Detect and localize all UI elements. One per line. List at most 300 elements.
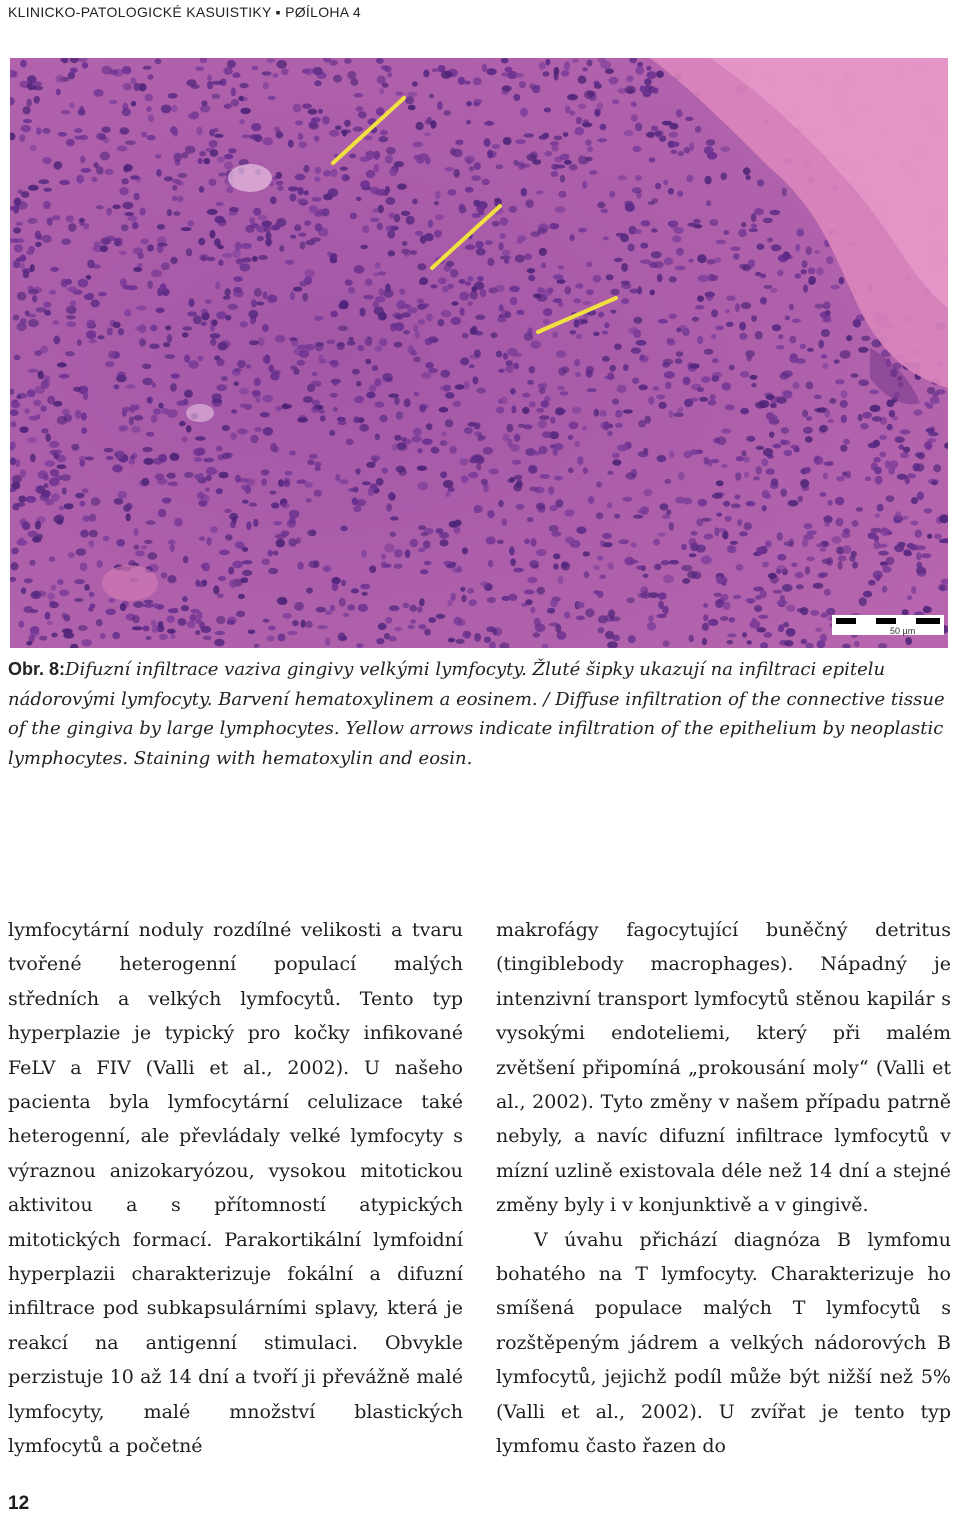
cell-nucleus (191, 609, 200, 614)
cell-nucleus (430, 284, 437, 288)
cell-nucleus (268, 365, 274, 372)
cell-nucleus (79, 106, 85, 114)
cell-nucleus (212, 81, 223, 85)
cell-nucleus (636, 190, 641, 199)
cell-nucleus (42, 128, 50, 134)
cell-nucleus (369, 385, 376, 392)
cell-nucleus (808, 267, 816, 274)
cell-nucleus (528, 275, 535, 281)
cell-nucleus (615, 410, 622, 418)
cell-nucleus (524, 333, 534, 341)
cell-nucleus (496, 351, 502, 358)
cell-nucleus (451, 593, 456, 601)
cell-nucleus (843, 528, 851, 534)
cell-nucleus (313, 560, 320, 568)
stroma-patch (102, 565, 158, 601)
cell-nucleus (246, 364, 251, 368)
cell-nucleus (646, 66, 651, 70)
cell-nucleus (669, 451, 674, 459)
cell-nucleus (601, 209, 609, 214)
cell-nucleus (228, 567, 234, 575)
cell-nucleus (47, 593, 55, 600)
cell-nucleus (451, 301, 458, 305)
cell-nucleus (407, 345, 414, 353)
cell-nucleus (379, 288, 384, 296)
cell-nucleus (500, 217, 508, 226)
cell-nucleus (329, 60, 338, 66)
cell-nucleus (720, 616, 728, 621)
cell-nucleus (65, 351, 75, 356)
cell-nucleus (683, 497, 693, 504)
cell-nucleus (806, 381, 814, 389)
cell-nucleus (440, 471, 447, 478)
cell-nucleus (50, 267, 59, 272)
cell-nucleus (139, 338, 146, 346)
cell-nucleus (40, 405, 46, 411)
cell-nucleus (450, 269, 458, 278)
cell-nucleus (584, 571, 590, 578)
cell-nucleus (356, 197, 362, 201)
cell-nucleus (711, 375, 719, 382)
cell-nucleus (665, 382, 671, 390)
cell-nucleus (676, 248, 684, 256)
cell-nucleus (53, 161, 62, 169)
cell-nucleus (668, 188, 674, 195)
cell-nucleus (725, 516, 732, 522)
cell-nucleus (921, 553, 931, 558)
cell-nucleus (380, 130, 388, 136)
cell-nucleus (519, 81, 526, 88)
cell-nucleus (278, 634, 286, 642)
cell-nucleus (46, 434, 51, 442)
cell-nucleus (559, 391, 568, 395)
cell-nucleus (539, 446, 548, 455)
cell-nucleus (263, 619, 270, 623)
cell-nucleus (802, 260, 808, 268)
cell-nucleus (736, 456, 744, 461)
cell-nucleus (88, 540, 94, 547)
cell-nucleus (326, 340, 335, 345)
cell-nucleus (695, 126, 702, 133)
cell-nucleus (285, 260, 295, 265)
cell-nucleus (473, 102, 480, 106)
cell-nucleus (36, 127, 41, 134)
cell-nucleus (304, 190, 309, 195)
cell-nucleus (638, 451, 649, 457)
cell-nucleus (74, 598, 83, 602)
cell-nucleus (201, 309, 208, 314)
scale-bar-segment (876, 618, 896, 624)
cell-nucleus (183, 556, 189, 563)
cell-nucleus (154, 58, 161, 64)
cell-nucleus (549, 525, 559, 532)
cell-nucleus (484, 138, 491, 147)
cell-nucleus (414, 357, 421, 363)
cell-nucleus (384, 66, 392, 72)
cell-nucleus (262, 71, 272, 75)
cell-nucleus (657, 274, 663, 282)
cell-nucleus (424, 132, 431, 136)
cell-nucleus (510, 444, 520, 452)
cell-nucleus (166, 473, 175, 479)
cell-nucleus (57, 363, 67, 368)
cell-nucleus (91, 497, 101, 506)
cell-nucleus (536, 408, 544, 413)
cell-nucleus (108, 351, 115, 359)
cell-nucleus (167, 629, 176, 634)
cell-nucleus (263, 427, 273, 436)
cell-nucleus (100, 152, 110, 161)
cell-nucleus (731, 247, 741, 251)
cell-nucleus (486, 537, 496, 545)
cell-nucleus (760, 590, 767, 598)
cell-nucleus (182, 436, 188, 442)
cell-nucleus (139, 324, 147, 333)
cell-nucleus (834, 359, 840, 364)
cell-nucleus (492, 221, 500, 227)
cell-nucleus (401, 437, 407, 442)
cell-nucleus (461, 476, 469, 484)
cell-nucleus (68, 72, 75, 79)
cell-nucleus (624, 130, 634, 136)
cell-nucleus (628, 635, 636, 643)
cell-nucleus (573, 298, 581, 303)
cell-nucleus (854, 641, 860, 647)
cell-nucleus (349, 154, 356, 159)
cell-nucleus (512, 460, 522, 465)
cell-nucleus (746, 175, 751, 180)
cell-nucleus (599, 575, 606, 580)
cell-nucleus (356, 643, 364, 648)
cell-nucleus (249, 340, 259, 345)
cell-nucleus (419, 598, 425, 606)
cell-nucleus (661, 560, 670, 565)
cell-nucleus (32, 536, 41, 543)
cell-nucleus (789, 354, 798, 363)
cell-nucleus (315, 223, 323, 231)
cell-nucleus (770, 288, 777, 293)
cell-nucleus (509, 286, 519, 292)
cell-nucleus (565, 286, 572, 295)
cell-nucleus (62, 239, 71, 245)
cell-nucleus (703, 603, 708, 608)
cell-nucleus (879, 452, 886, 458)
cell-nucleus (545, 59, 550, 66)
cell-nucleus (170, 453, 180, 461)
cell-nucleus (282, 403, 289, 409)
cell-nucleus (87, 320, 96, 328)
cell-nucleus (779, 373, 789, 380)
cell-nucleus (828, 500, 833, 506)
cell-nucleus (132, 222, 139, 229)
cell-nucleus (418, 548, 426, 552)
cell-nucleus (529, 401, 536, 407)
cell-nucleus (410, 539, 418, 548)
cell-nucleus (414, 392, 419, 397)
cell-nucleus (626, 597, 635, 603)
cell-nucleus (540, 474, 550, 479)
cell-nucleus (52, 215, 60, 220)
cell-nucleus (258, 255, 268, 260)
cell-nucleus (653, 539, 660, 546)
cell-nucleus (229, 579, 236, 588)
cell-nucleus (387, 72, 392, 77)
cell-nucleus (524, 133, 535, 137)
cell-nucleus (236, 611, 245, 618)
cell-nucleus (414, 155, 421, 160)
cell-nucleus (757, 179, 764, 186)
cell-nucleus (698, 499, 707, 507)
cell-nucleus (520, 108, 528, 117)
cell-nucleus (643, 574, 649, 578)
cell-nucleus (186, 248, 192, 256)
cell-nucleus (924, 441, 933, 449)
cell-nucleus (365, 278, 373, 286)
cell-nucleus (497, 540, 504, 544)
cell-nucleus (697, 336, 703, 344)
cell-nucleus (385, 283, 390, 292)
cell-nucleus (214, 216, 224, 224)
cell-nucleus (210, 230, 216, 239)
cell-nucleus (289, 517, 296, 525)
cell-nucleus (197, 581, 207, 587)
cell-nucleus (296, 537, 301, 544)
cell-nucleus (340, 167, 348, 171)
cell-nucleus (424, 629, 431, 636)
cell-nucleus (324, 567, 329, 571)
cell-nucleus (51, 633, 57, 638)
cell-nucleus (808, 276, 816, 285)
cell-nucleus (691, 531, 698, 536)
cell-nucleus (149, 344, 159, 349)
cell-nucleus (312, 117, 321, 122)
cell-nucleus (282, 598, 287, 605)
cell-nucleus (366, 170, 375, 178)
cell-nucleus (20, 254, 27, 261)
cell-nucleus (337, 417, 346, 422)
cell-nucleus (536, 549, 546, 556)
cell-nucleus (447, 189, 456, 196)
cell-nucleus (102, 239, 110, 245)
cell-nucleus (156, 169, 162, 177)
cell-nucleus (704, 534, 714, 540)
cell-nucleus (315, 467, 321, 471)
cell-nucleus (466, 120, 471, 125)
cell-nucleus (253, 208, 261, 216)
cell-nucleus (678, 472, 684, 480)
cell-nucleus (726, 322, 734, 327)
cell-nucleus (464, 427, 473, 434)
cell-nucleus (740, 371, 749, 378)
cell-nucleus (389, 168, 397, 177)
cell-nucleus (147, 552, 157, 559)
cell-nucleus (103, 536, 110, 541)
cell-nucleus (507, 424, 514, 433)
cell-nucleus (28, 246, 35, 253)
cell-nucleus (289, 337, 297, 341)
cell-nucleus (276, 172, 282, 179)
cell-nucleus (81, 413, 87, 421)
cell-nucleus (451, 317, 462, 325)
cell-nucleus (576, 117, 582, 124)
cell-nucleus (669, 560, 680, 565)
cell-nucleus (403, 603, 410, 609)
cell-nucleus (421, 303, 429, 307)
cell-nucleus (657, 532, 665, 536)
cell-nucleus (760, 297, 767, 305)
cell-nucleus (676, 109, 683, 117)
cell-nucleus (658, 592, 667, 599)
cell-nucleus (597, 102, 603, 111)
cell-nucleus (604, 322, 609, 328)
cell-nucleus (83, 392, 88, 401)
cell-nucleus (239, 388, 249, 395)
cell-nucleus (458, 77, 465, 85)
cell-nucleus (11, 482, 20, 490)
cell-nucleus (829, 398, 836, 404)
cell-nucleus (801, 269, 807, 274)
cell-nucleus (191, 84, 200, 89)
cell-nucleus (868, 532, 878, 539)
cell-nucleus (16, 502, 25, 507)
cell-nucleus (664, 371, 675, 378)
cell-nucleus (637, 286, 642, 294)
cell-nucleus (315, 167, 321, 174)
cell-nucleus (639, 384, 648, 390)
cell-nucleus (464, 81, 471, 85)
cell-nucleus (375, 434, 380, 441)
cell-nucleus (314, 316, 324, 321)
cell-nucleus (814, 395, 822, 400)
cell-nucleus (514, 73, 525, 78)
cell-nucleus (913, 410, 922, 416)
cell-nucleus (776, 569, 781, 575)
cell-nucleus (80, 501, 86, 507)
cell-nucleus (615, 423, 623, 428)
cell-nucleus (377, 271, 386, 275)
cell-nucleus (242, 500, 249, 504)
cell-nucleus (25, 311, 30, 316)
cell-nucleus (312, 197, 322, 202)
cell-nucleus (762, 505, 767, 511)
cell-nucleus (24, 578, 33, 583)
cell-nucleus (498, 500, 504, 507)
cell-nucleus (405, 96, 414, 104)
cell-nucleus (739, 333, 747, 340)
cell-nucleus (875, 574, 880, 581)
cell-nucleus (823, 462, 833, 466)
cell-nucleus (551, 531, 561, 537)
cell-nucleus (207, 209, 218, 215)
cell-nucleus (612, 398, 619, 404)
cell-nucleus (816, 267, 824, 276)
cell-nucleus (253, 519, 258, 527)
cell-nucleus (294, 224, 301, 231)
cell-nucleus (594, 409, 600, 417)
cell-nucleus (777, 554, 786, 561)
cell-nucleus (681, 565, 692, 571)
cell-nucleus (541, 400, 549, 407)
cell-nucleus (484, 121, 495, 126)
cell-nucleus (394, 342, 403, 348)
cell-nucleus (459, 292, 469, 301)
cell-nucleus (511, 405, 516, 413)
cell-nucleus (136, 306, 147, 311)
cell-nucleus (751, 315, 757, 322)
cell-nucleus (134, 404, 140, 410)
cell-nucleus (481, 436, 486, 440)
cell-nucleus (388, 212, 395, 219)
cell-nucleus (796, 229, 804, 237)
cell-nucleus (290, 235, 296, 239)
cell-nucleus (725, 405, 735, 411)
cell-nucleus (379, 415, 387, 423)
cell-nucleus (270, 372, 279, 380)
cell-nucleus (607, 431, 613, 436)
cell-nucleus (116, 539, 125, 547)
cell-nucleus (47, 217, 53, 225)
cell-nucleus (536, 191, 543, 195)
cell-nucleus (543, 308, 552, 316)
cell-nucleus (252, 66, 259, 70)
cell-nucleus (198, 473, 204, 481)
cell-nucleus (626, 75, 633, 82)
cell-nucleus (436, 528, 444, 533)
cell-nucleus (885, 460, 891, 469)
cell-nucleus (143, 66, 152, 70)
cell-nucleus (142, 378, 153, 385)
cell-nucleus (29, 560, 35, 566)
cell-nucleus (148, 114, 154, 122)
cell-nucleus (44, 460, 55, 467)
cell-nucleus (892, 416, 898, 421)
cell-nucleus (384, 544, 395, 553)
cell-nucleus (168, 608, 178, 613)
cell-nucleus (723, 230, 729, 235)
cell-nucleus (264, 226, 271, 233)
cell-nucleus (27, 531, 38, 538)
cell-nucleus (917, 569, 927, 577)
cell-nucleus (934, 534, 942, 540)
cell-nucleus (36, 414, 41, 418)
cell-nucleus (711, 309, 718, 317)
cell-nucleus (568, 468, 574, 474)
cell-nucleus (470, 291, 478, 300)
cell-nucleus (769, 210, 780, 215)
cell-nucleus (164, 176, 173, 181)
cell-nucleus (555, 407, 564, 415)
cell-nucleus (13, 315, 20, 321)
cell-nucleus (498, 399, 503, 404)
cell-nucleus (423, 540, 431, 548)
cell-nucleus (909, 545, 917, 551)
cell-nucleus (489, 468, 499, 474)
cell-nucleus (655, 131, 661, 136)
cell-nucleus (644, 489, 653, 497)
cell-nucleus (633, 317, 642, 324)
cell-nucleus (443, 110, 451, 115)
cell-nucleus (751, 224, 757, 229)
cell-nucleus (69, 102, 75, 108)
cell-nucleus (455, 140, 463, 146)
cell-nucleus (386, 197, 396, 205)
cell-nucleus (78, 279, 89, 288)
cell-nucleus (37, 234, 43, 240)
cell-nucleus (309, 123, 319, 130)
cell-nucleus (112, 632, 120, 640)
cell-nucleus (262, 324, 269, 332)
cell-nucleus (503, 353, 508, 360)
